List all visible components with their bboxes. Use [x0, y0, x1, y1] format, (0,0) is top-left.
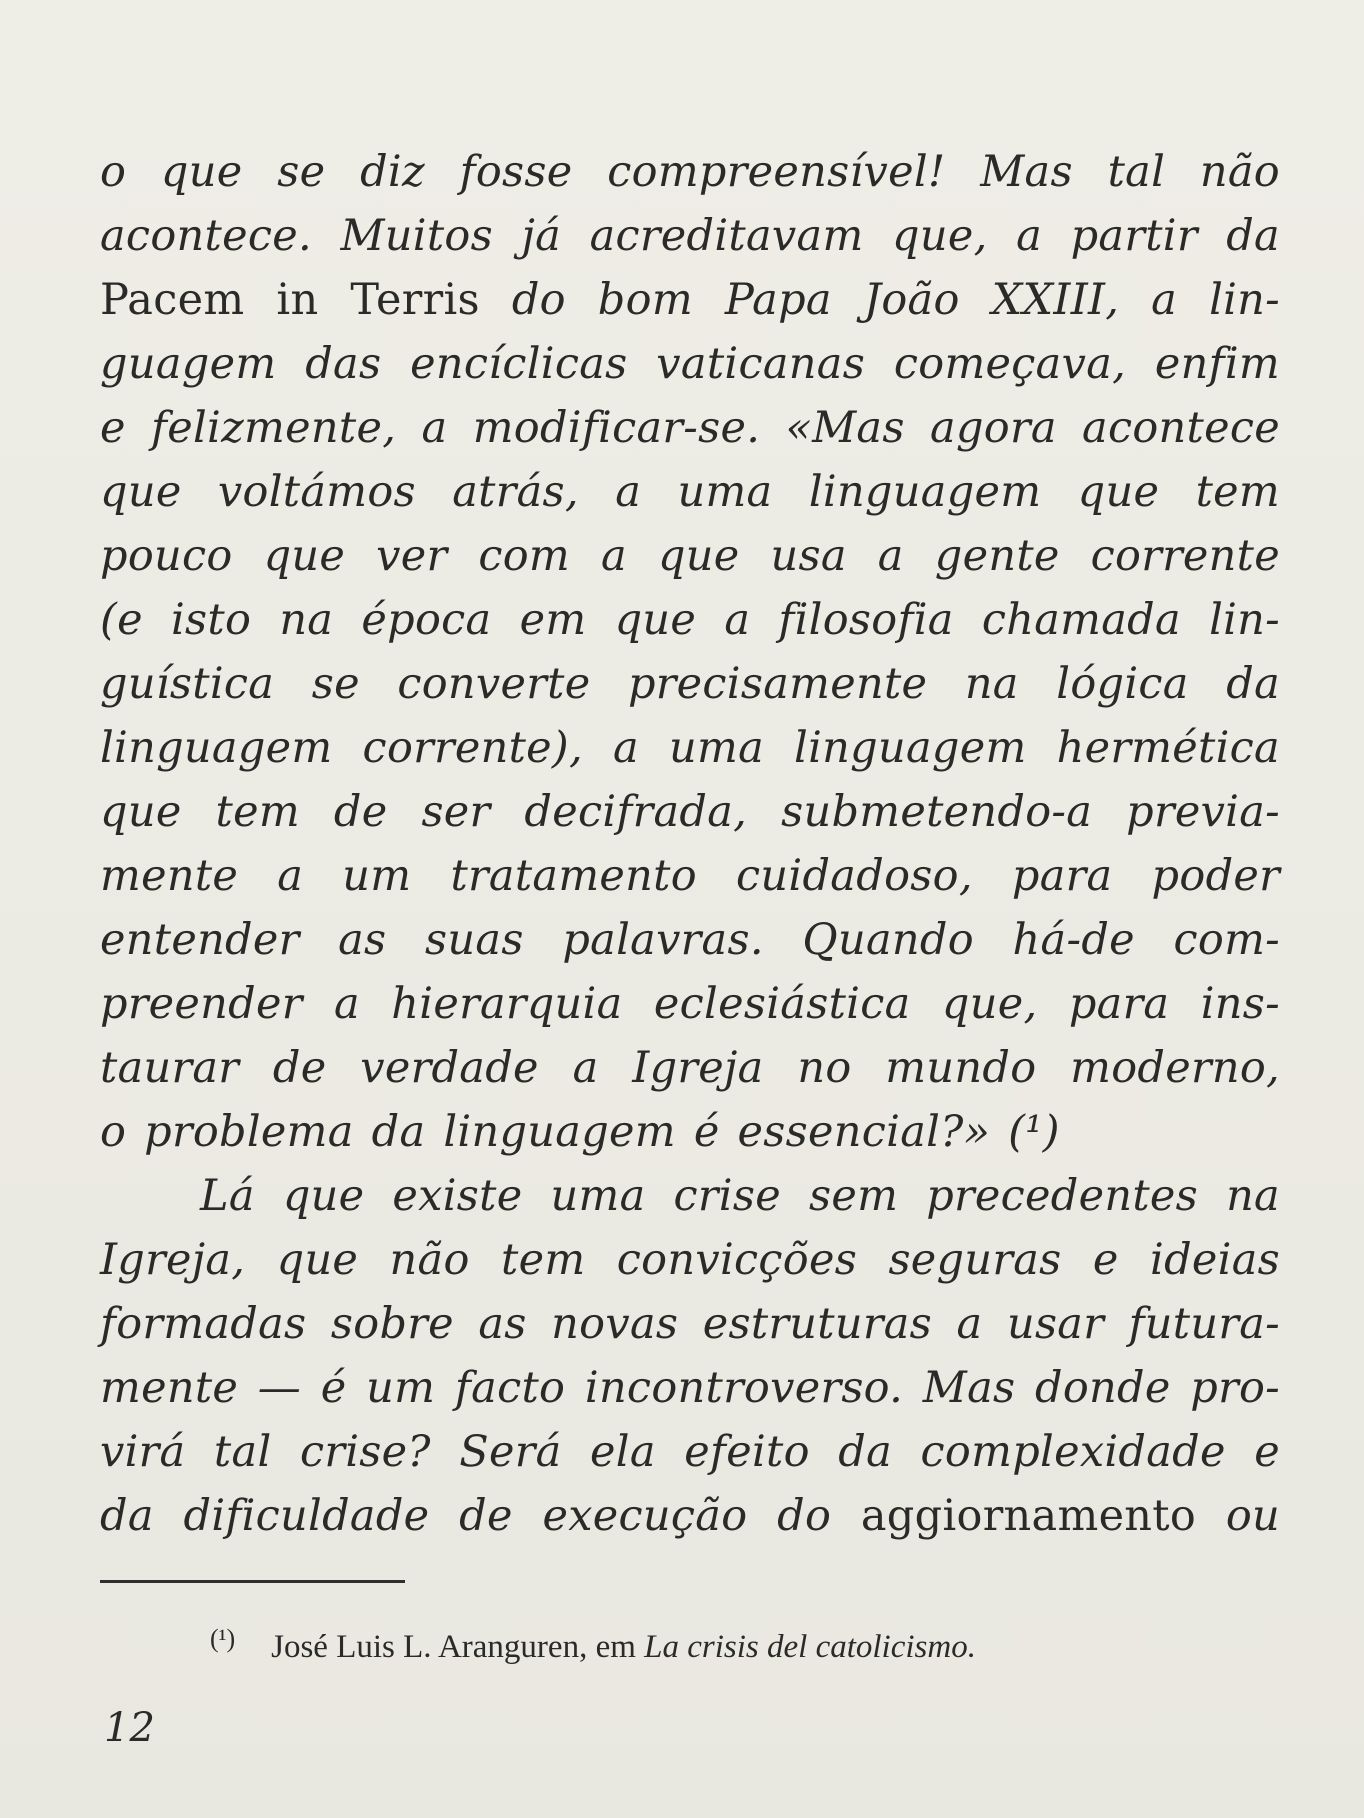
- text-line: Lá que existe uma crise sem precedentes na: [200, 1171, 1280, 1221]
- italic-text: do bom Papa João XXIII, a lin-: [479, 275, 1280, 325]
- body-text: [100, 140, 1280, 1548]
- text-line: e felizmente, a modificar-se. «Mas agora acontece: [100, 403, 1280, 453]
- text-line: pouco que ver com a que usa a gente corrente: [100, 531, 1280, 581]
- text-line: virá tal crise? Será ela efeito da complexidade e: [100, 1427, 1280, 1477]
- text-line: linguagem corrente), a uma linguagem hermética: [100, 723, 1280, 773]
- text-line: taurar de verdade a Igreja no mundo moderno,: [100, 1043, 1280, 1093]
- text-line: [100, 268, 1280, 332]
- text-line: guagem das encíclicas vaticanas começava, enfim: [100, 339, 1280, 389]
- text-line: o problema da linguagem é essencial?» (¹): [100, 1107, 1060, 1157]
- roman-text: aggiornamento: [860, 1491, 1197, 1541]
- text-line: mente — é um facto incontroverso. Mas donde pro-: [100, 1363, 1280, 1413]
- text-line: mente a um tratamento cuidadoso, para poder: [100, 851, 1280, 901]
- italic-text: da dificuldade de execução do: [100, 1491, 861, 1541]
- text-line: guística se converte precisamente na lógica da: [100, 659, 1280, 709]
- text-line: que voltámos atrás, a uma linguagem que tem: [100, 467, 1280, 517]
- footnote-title: La crisis del catolicismo.: [644, 1629, 976, 1665]
- roman-text: Pacem in Terris: [100, 275, 480, 325]
- text-line: formadas sobre as novas estruturas a usar futura-: [100, 1299, 1280, 1349]
- text-line: (e isto na época em que a filosofia chamada lin-: [100, 595, 1280, 645]
- page-number: 12: [104, 1705, 155, 1751]
- text-line: [100, 1484, 1280, 1548]
- text-line: o que se diz fosse compreensível! Mas tal não: [100, 147, 1280, 197]
- footnote-author: José Luis L. Aranguren, em: [271, 1629, 645, 1665]
- footnote: [210, 1615, 1270, 1671]
- text-line: preender a hierarquia eclesiástica que, para ins-: [100, 979, 1280, 1029]
- footnote-marker: (¹): [210, 1624, 236, 1653]
- text-line: que tem de ser decifrada, submetendo-a previa-: [100, 787, 1280, 837]
- footnote-divider: [100, 1580, 405, 1583]
- text-line: entender as suas palavras. Quando há-de com-: [100, 915, 1280, 965]
- text-line: Igreja, que não tem convicções seguras e ideias: [100, 1235, 1280, 1285]
- italic-text: ou: [1196, 1491, 1280, 1541]
- text-line: acontece. Muitos já acreditavam que, a partir da: [100, 211, 1280, 261]
